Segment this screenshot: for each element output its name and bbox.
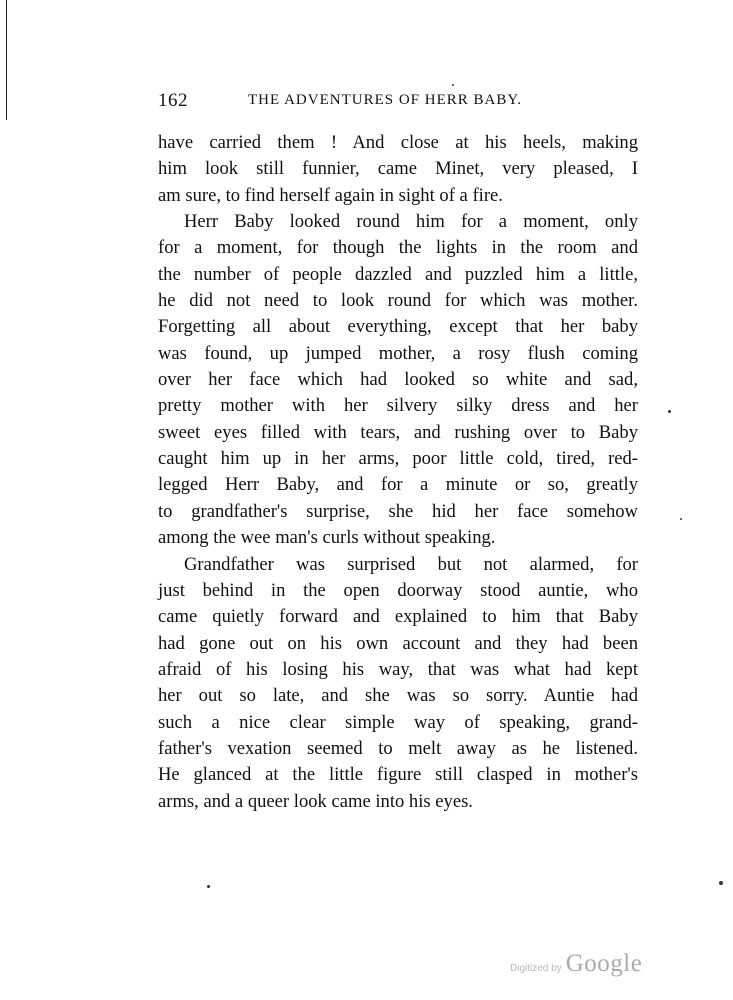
text-line: am sure, to find herself again in sight of a fire. — [158, 184, 503, 206]
text-line: had gone out on his own account and they had been — [158, 632, 638, 654]
page-header — [158, 90, 638, 118]
text-line: for a moment, for though the lights in the room and — [158, 237, 638, 259]
page-number: 162 — [158, 90, 188, 111]
scan-speck — [680, 518, 682, 520]
text-line: was found, up jumped mother, a rosy flush coming — [158, 342, 638, 364]
text-line: have carried them ! And close at his heels, making — [158, 132, 638, 153]
text-line: Herr Baby looked round him for a moment, only — [184, 211, 638, 233]
scan-speck — [452, 84, 454, 86]
text-line: came quietly forward and explained to him that Baby — [158, 606, 638, 628]
text-line: the number of people dazzled and puzzled him a little, — [158, 263, 638, 285]
text-line: Forgetting all about everything, except that her baby — [158, 316, 638, 338]
text-line: he did not need to look round for which was mother. — [158, 290, 638, 312]
text-line: Grandfather was surprised but not alarmed, for — [184, 553, 638, 575]
scan-speck — [719, 881, 723, 885]
text-line: among the wee man's curls without speaking. — [158, 527, 496, 549]
text-line: arms, and a queer look came into his eyes. — [158, 790, 473, 812]
text-line: her out so late, and she was so sorry. Auntie had — [158, 685, 638, 707]
text-line: just behind in the open doorway stood auntie, who — [158, 579, 638, 601]
text-line: father's vexation seemed to melt away as he listened. — [158, 737, 638, 759]
digitized-by-google-watermark — [510, 950, 642, 984]
scan-speck — [207, 885, 210, 888]
google-logo: Google — [565, 950, 643, 977]
running-title: THE ADVENTURES OF HERR BABY. — [248, 92, 522, 108]
text-line: He glanced at the little figure still clasped in mother's — [158, 764, 638, 786]
text-line: over her face which had looked so white and sad, — [158, 369, 638, 391]
text-line: caught him up in her arms, poor little cold, tired, red- — [158, 448, 638, 470]
text-line: him look still funnier, came Minet, very pleased, I — [158, 158, 638, 180]
text-line: afraid of his losing his way, that was what had kept — [158, 658, 638, 680]
text-line: such a nice clear simple way of speaking, grand- — [158, 711, 638, 733]
text-line: sweet eyes filled with tears, and rushing over to Baby — [158, 421, 638, 443]
text-line: legged Herr Baby, and for a minute or so, greatly — [158, 474, 638, 496]
scan-speck — [668, 410, 671, 413]
text-line: to grandfather's surprise, she hid her face somehow — [158, 500, 638, 522]
body-text — [158, 130, 638, 815]
text-line: pretty mother with her silvery silky dress and her — [158, 395, 638, 417]
watermark-prefix: Digitized by — [510, 963, 562, 974]
page-edge-rule — [6, 0, 7, 120]
